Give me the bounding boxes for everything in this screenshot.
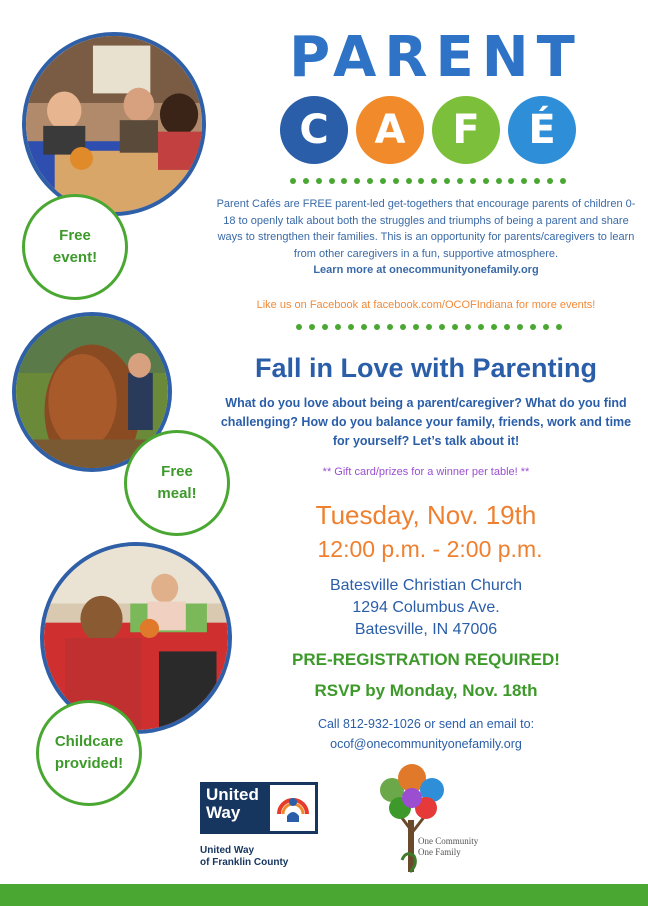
parents-at-table-photo <box>22 32 206 216</box>
cafe-letter-e: É <box>508 96 576 164</box>
facebook-text: Like us on Facebook at facebook.com/OCOFIndiana for more events! <box>256 299 596 311</box>
event-questions: What do you love about being a parent/caregiver? What do you find challenging? How do you balance your family, friends, work and time for yourself? Let’s talk about it! <box>220 396 632 448</box>
united-way-logo: United Way <box>200 782 318 834</box>
cafe-logo <box>280 96 576 168</box>
united-way-hand-rainbow-icon <box>270 785 315 831</box>
parent-title: PARENT <box>289 25 583 90</box>
preregistration-notice: PRE-REGISTRATION REQUIRED! <box>292 650 560 669</box>
event-time: 12:00 p.m. - 2:00 p.m. <box>317 536 543 562</box>
dot-divider-middle <box>296 324 562 330</box>
event-date: Tuesday, Nov. 19th <box>315 500 537 530</box>
bottom-bar <box>0 884 648 906</box>
dot-divider-top <box>290 178 566 184</box>
intro-text: Parent Cafés are FREE parent-led get-togethers that encourage parents of children 0-18 to openly talk about both the struggles and triumphs of being a parent and share ways to strengthen their families. This is an opportunity for parents/caregivers to learn from other caregivers in a fun, supportive atmosphere. Learn more at onecommunityonefamily.org <box>216 198 636 276</box>
event-location: Batesville Christian Church 1294 Columbus Ave. Batesville, IN 47006 <box>329 577 523 638</box>
free-event-badge: Free event! <box>22 194 128 300</box>
free-meal-badge: Free meal! <box>124 430 230 536</box>
cafe-letter-f: F <box>432 96 500 164</box>
contact-email-link[interactable]: ocof@onecommunityonefamily.org <box>330 737 522 751</box>
ocof-caption: One Community One Family <box>418 836 479 857</box>
contact-info: Call 812-932-1026 or send an email to: ocof@onecommunityonefamily.org <box>216 714 636 754</box>
tree-of-handprints-icon <box>372 760 452 882</box>
cafe-letter-a: A <box>356 96 424 164</box>
learn-more-link[interactable]: Learn more at onecommunityonefamily.org <box>313 264 539 276</box>
event-title: Fall in Love with Parenting <box>254 353 598 383</box>
rsvp-deadline: RSVP by Monday, Nov. 18th <box>314 681 538 700</box>
cafe-letter-c: C <box>280 96 348 164</box>
childcare-badge: Childcare provided! <box>36 700 142 806</box>
prizes-note: ** Gift card/prizes for a winner per table! ** <box>322 466 530 478</box>
united-way-caption: United Way of Franklin County <box>200 845 289 868</box>
